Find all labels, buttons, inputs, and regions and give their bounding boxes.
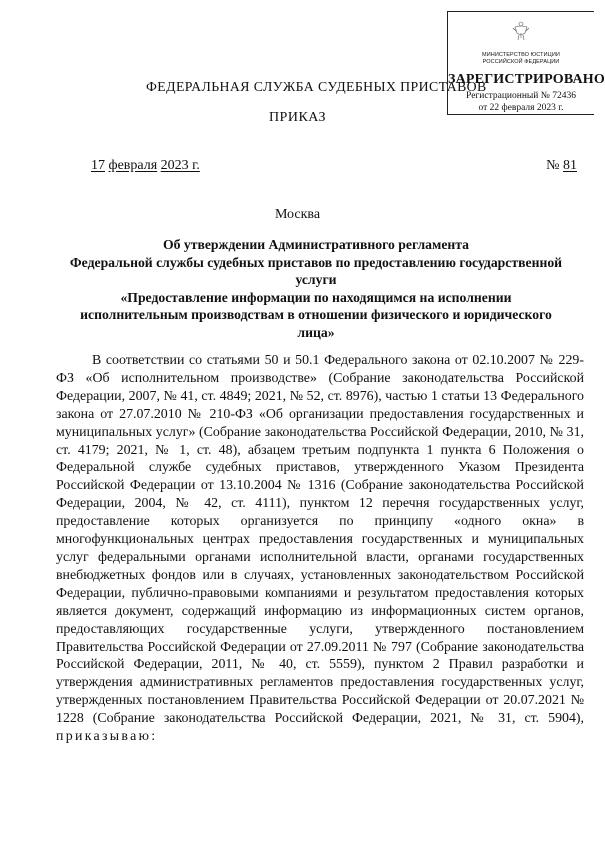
- stamp-reg-date: от 22 февраля 2023 г.: [478, 103, 564, 113]
- title-line-1: Об утверждении Административного регламента: [162, 237, 470, 252]
- order-date-year: 2023 г.: [160, 158, 200, 173]
- stamp-ministry-line1: МИНИСТЕРСТВО ЮСТИЦИИ: [482, 52, 560, 58]
- city: Москва: [274, 207, 321, 222]
- title-line-4: «Предоставление информации по находящимся на исполнении: [120, 289, 512, 305]
- title-line-6: лица»: [297, 324, 335, 340]
- agency-name: ФЕДЕРАЛЬНАЯ СЛУЖБА СУДЕБНЫХ ПРИСТАВОВ: [146, 79, 487, 94]
- stamp-status: ЗАРЕГИСТРИРОВАНО: [448, 72, 605, 87]
- stamp-ministry-line2: РОССИЙСКОЙ ФЕДЕРАЦИИ: [482, 59, 560, 65]
- stamp-reg-number: Регистрационный № 72436: [466, 91, 576, 101]
- title-line-5: исполнительным производствам в отношении физического и юридического: [80, 307, 552, 323]
- preamble-paragraph: [56, 352, 584, 746]
- order-command: приказываю:: [56, 729, 158, 745]
- preamble-text: В соответствии со статьями 50 и 50.1 Федерального закона от 02.10.2007 № 229-ФЗ «Об исполнительном производстве» (Собрание законодательства Российской Федерации, 2007, № 41, ст. 4849; 2021, № 52, ст. 8976), частью 1 статьи 13 Федерального закона от 27.07.2010 № 210-ФЗ «Об организации предоставления государственных и муниципальных услуг» (Собрание законодательства Российской Федерации, 2010, № 31, ст. 4179; 2021, № 1, ст. 48), абзацем третьим подпункта 1 пункта 6 Положения о Федеральной службе судебных приставов, утвержденного Указом Президента Российской Федерации от 13.10.2004 № 1316 (Собрание законодательства Российской Федерации, 2004, № 42, ст. 4111), пунктом 12 перечня государственных услуг, предоставление которых организуется по принципу «одного окна» в многофункциональных центрах предоставления государственных и муниципальных услуг федеральными органами исполнительной власти, органами государственных внебюджетных фондов или в случаях, установленных законодательством Российской Федерации, публично-правовыми компаниями и результатом предоставления которых является документ, содержащий информацию из информационных систем органов, предоставляющих государственные услуги, утвержденного постановлением Правительства Российской Федерации от 27.09.2011 № 797 (Собрание законодательства Российской Федерации, 2011, № 40, ст. 5559), пунктом 2 Правил разработки и утверждения административных регламентов предоставления государственных услуг, утвержденных постановлением Правительства Российской Федерации от 20.07.2021 № 1228 (Собрание законодательства Российской Федерации, 2021, № 31, ст. 5904),: [56, 353, 584, 727]
- stamp-ministry: [448, 52, 594, 66]
- title-line-3: услуги: [295, 272, 337, 288]
- double-headed-eagle-emblem-icon: [510, 18, 532, 46]
- title-line-2: Федеральной службы судебных приставов по предоставлению государственной: [69, 254, 563, 270]
- document-type: ПРИКАЗ: [268, 110, 327, 125]
- order-date: [91, 158, 200, 174]
- registration-stamp: [447, 11, 605, 115]
- order-number-value: 81: [563, 158, 577, 173]
- document-title: [56, 236, 576, 342]
- order-number-prefix: №: [546, 158, 560, 173]
- order-date-day: 17: [91, 158, 105, 173]
- order-number: [546, 158, 577, 174]
- order-date-month: февраля: [108, 158, 158, 173]
